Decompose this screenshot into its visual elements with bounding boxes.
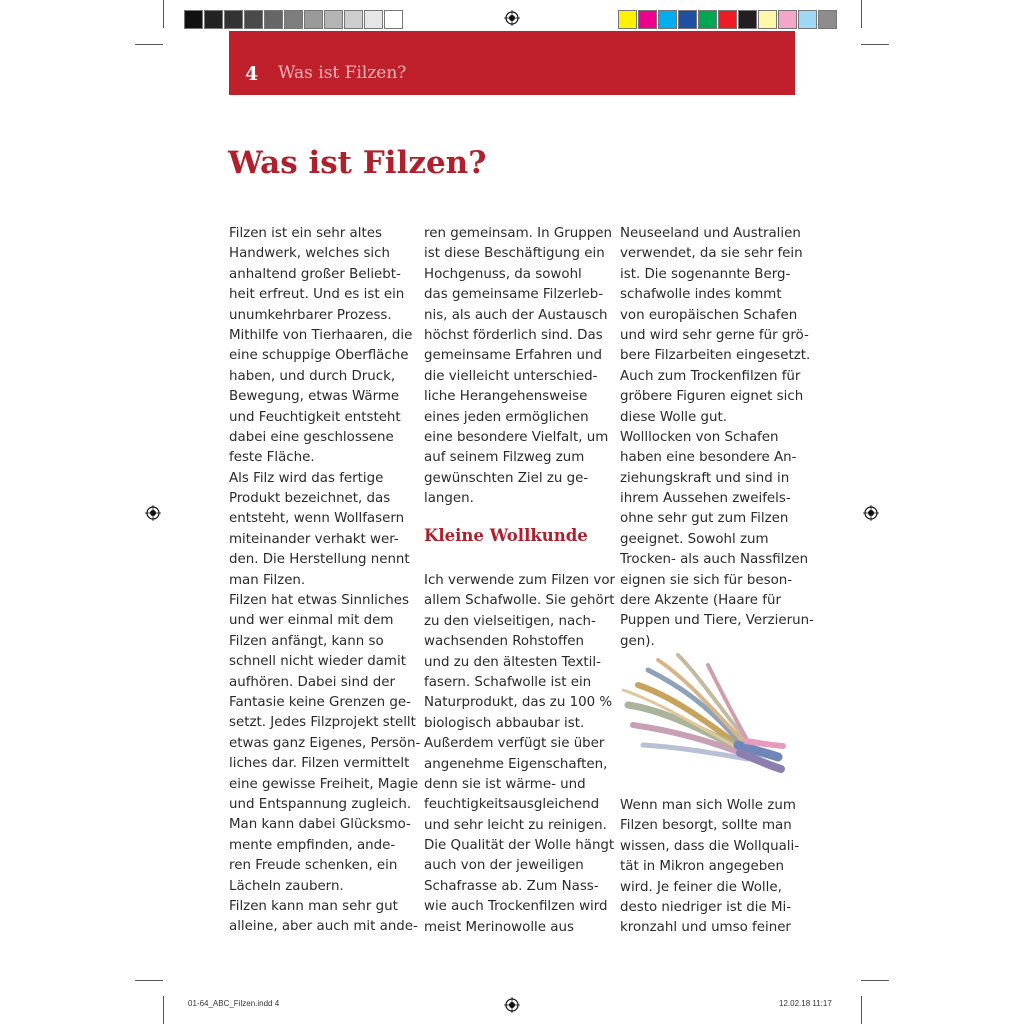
color-swatch <box>638 10 657 29</box>
text-line: und Feuchtigkeit entsteht <box>229 409 401 425</box>
text-line: Fantasie keine Grenzen ge- <box>229 694 411 710</box>
text-line: anhaltend großer Beliebt- <box>229 266 401 282</box>
color-swatch <box>698 10 717 29</box>
color-swatch <box>718 10 737 29</box>
color-swatch <box>618 10 637 29</box>
text-line: gen). <box>620 633 655 649</box>
text-line: ziehungskraft und sind in <box>620 470 790 486</box>
crop-mark <box>861 980 889 981</box>
text-line: Als Filz wird das fertige <box>229 470 384 486</box>
color-swatch <box>244 10 263 29</box>
text-line: gemeinsame Erfahren und <box>424 348 602 364</box>
text-line: aufhören. Dabei sind der <box>229 674 395 690</box>
text-line: biologisch abbaubar ist. <box>424 715 585 731</box>
text-line: wachsenden Rohstoffen <box>424 634 584 650</box>
text-line: und zu den ältesten Textil- <box>424 654 601 670</box>
text-line: Hochgenuss, da sowohl <box>424 266 582 282</box>
text-line: und wer einmal mit dem <box>229 613 394 629</box>
slug-date-info: 12.02.18 11:17 <box>779 999 832 1008</box>
text-line: Schafrasse ab. Zum Nass- <box>424 878 599 894</box>
registration-mark-icon <box>504 997 520 1013</box>
section-heading: Kleine Wollkunde <box>424 526 588 545</box>
text-line: gewünschten Ziel zu ge- <box>424 470 589 486</box>
text-line: geeignet. Sowohl zum <box>620 531 769 547</box>
text-line: Filzen anfängt, kann so <box>229 633 384 649</box>
text-line: Ich verwende zum Filzen vor <box>424 573 616 588</box>
page-title: Was ist Filzen? <box>228 145 487 181</box>
process-color-bar <box>618 10 838 29</box>
text-line: den. Die Herstellung nennt <box>229 552 410 568</box>
text-line: Auch zum Trockenfilzen für <box>620 368 801 384</box>
text-line: Die Qualität der Wolle hängt <box>424 838 615 854</box>
text-line: langen. <box>424 491 474 507</box>
registration-mark-icon <box>145 505 161 521</box>
color-swatch <box>204 10 223 29</box>
text-line: eignen sie sich für beson- <box>620 572 793 588</box>
color-swatch <box>738 10 757 29</box>
color-swatch <box>264 10 283 29</box>
text-line: und Entspannung zugleich. <box>229 796 412 812</box>
text-column-2-top <box>424 224 612 509</box>
gray-color-bar <box>184 10 404 29</box>
text-line: wie auch Trockenfilzen wird <box>424 899 608 915</box>
text-line: denn sie ist wärme- und <box>424 776 586 792</box>
text-line: schafwolle indes kommt <box>620 287 782 303</box>
text-line: nis, als auch der Austausch <box>424 307 608 323</box>
color-swatch <box>344 10 363 29</box>
text-line: auch von der jeweiligen <box>424 858 584 874</box>
text-line: Handwerk, welches sich <box>229 246 391 262</box>
text-line: Bewegung, etwas Wärme <box>229 389 400 405</box>
text-line: man Filzen. <box>229 572 306 588</box>
color-swatch <box>798 10 817 29</box>
text-line: Filzen besorgt, sollte man <box>620 818 792 834</box>
color-swatch <box>384 10 403 29</box>
crop-mark <box>135 44 163 45</box>
registration-mark-icon <box>863 505 879 521</box>
color-swatch <box>224 10 243 29</box>
running-head: Was ist Filzen? <box>278 63 407 83</box>
text-line: eine gewisse Freiheit, Magie <box>229 776 419 792</box>
color-swatch <box>284 10 303 29</box>
text-line: ist. Die sogenannte Berg- <box>620 266 791 282</box>
text-line: von europäischen Schafen <box>620 307 798 323</box>
text-line: setzt. Jedes Filzprojekt stellt <box>229 715 416 731</box>
text-line: dere Akzente (Haare für <box>620 593 781 609</box>
text-line: verwendet, da sie sehr fein <box>620 246 803 262</box>
color-swatch <box>778 10 797 29</box>
crop-mark <box>163 996 164 1024</box>
text-line: Außerdem verfügt sie über <box>424 736 605 752</box>
text-line: desto niedriger ist die Mi- <box>620 899 792 915</box>
crop-mark <box>861 44 889 45</box>
registration-mark-icon <box>504 10 520 26</box>
text-line: Neuseeland und Australien <box>620 226 801 241</box>
color-swatch <box>184 10 203 29</box>
text-line: Trocken- als auch Nassfilzen <box>620 552 809 568</box>
text-line: Lächeln zaubern. <box>229 878 344 894</box>
text-line: haben, und durch Druck, <box>229 368 396 384</box>
text-line: entsteht, wenn Wollfasern <box>229 511 405 527</box>
text-column-1 <box>229 224 420 938</box>
crop-mark <box>163 0 164 28</box>
text-line: miteinander verhakt wer- <box>229 531 399 547</box>
text-column-2-bottom <box>424 571 615 938</box>
text-line: Mithilfe von Tierhaaren, die <box>229 327 413 343</box>
text-line: heit erfreut. Und es ist ein <box>229 287 405 303</box>
text-line: wird. Je feiner die Wolle, <box>620 879 782 895</box>
crop-mark <box>135 980 163 981</box>
text-line: liches dar. Filzen vermittelt <box>229 756 410 772</box>
text-line: wissen, dass die Wollquali- <box>620 838 800 854</box>
text-line: gröbere Figuren eignet sich <box>620 389 804 405</box>
crop-mark <box>861 0 862 28</box>
text-line: kronzahl und umso feiner <box>620 920 791 936</box>
text-line: Puppen und Tiere, Verzierun- <box>620 613 814 629</box>
text-line: höchst förderlich sind. Das <box>424 327 603 343</box>
text-line: etwas ganz Eigenes, Persön- <box>229 735 421 751</box>
text-line: feuchtigkeitsausgleichend <box>424 797 600 813</box>
color-swatch <box>678 10 697 29</box>
text-column-3-top <box>620 224 814 652</box>
header-band <box>229 31 795 95</box>
text-line: Wenn man sich Wolle zum <box>620 798 796 813</box>
text-line: mente empfinden, ande- <box>229 837 396 853</box>
color-swatch <box>324 10 343 29</box>
text-line: ihrem Aussehen zweifels- <box>620 491 791 507</box>
color-swatch <box>758 10 777 29</box>
text-line: Naturprodukt, das zu 100 % <box>424 695 613 711</box>
text-line: die vielleicht unterschied- <box>424 368 598 384</box>
text-line: auf seinem Filzweg zum <box>424 450 585 466</box>
text-line: allem Schafwolle. Sie gehört <box>424 593 615 609</box>
color-swatch <box>818 10 837 29</box>
text-line: und wird sehr gerne für grö- <box>620 327 809 343</box>
text-line: zu den vielseitigen, nach- <box>424 613 596 629</box>
text-line: dabei eine geschlossene <box>229 429 394 445</box>
text-line: eines jeden ermöglichen <box>424 409 589 425</box>
crop-mark <box>861 996 862 1024</box>
text-line: schnell nicht wieder damit <box>229 654 406 670</box>
text-line: und sehr leicht zu reinigen. <box>424 817 607 833</box>
text-line: eine schuppige Oberfläche <box>229 348 409 364</box>
text-line: bere Filzarbeiten eingesetzt. <box>620 348 811 364</box>
text-line: Filzen ist ein sehr altes <box>229 226 382 241</box>
color-swatch <box>658 10 677 29</box>
text-line: ren gemeinsam. In Gruppen <box>424 226 612 241</box>
color-swatch <box>304 10 323 29</box>
text-column-3-bottom <box>620 796 799 939</box>
text-line: ist diese Beschäftigung ein <box>424 246 605 262</box>
text-line: Filzen hat etwas Sinnliches <box>229 593 409 609</box>
text-line: ohne sehr gut zum Filzen <box>620 511 789 527</box>
wool-locks-image <box>618 645 788 780</box>
text-line: Man kann dabei Glücksmo- <box>229 817 411 833</box>
text-line: fasern. Schafwolle ist ein <box>424 674 592 690</box>
text-line: unumkehrbarer Prozess. <box>229 307 392 323</box>
text-line: diese Wolle gut. <box>620 409 728 425</box>
text-line: Produkt bezeichnet, das <box>229 491 391 507</box>
text-line: eine besondere Vielfalt, um <box>424 429 609 445</box>
text-line: ren Freude schenken, ein <box>229 858 398 874</box>
text-line: Wolllocken von Schafen <box>620 429 779 445</box>
text-line: liche Herangehensweise <box>424 389 588 405</box>
text-line: meist Merinowolle aus <box>424 919 574 935</box>
text-line: haben eine besondere An- <box>620 450 797 466</box>
text-line: alleine, aber auch mit ande- <box>229 919 418 935</box>
text-line: Filzen kann man sehr gut <box>229 898 398 914</box>
text-line: tät in Mikron angegeben <box>620 859 784 875</box>
text-line: das gemeinsame Filzerleb- <box>424 287 604 303</box>
text-line: angenehme Eigenschaften, <box>424 756 608 772</box>
page-number: 4 <box>245 63 259 85</box>
slug-file-info: 01-64_ABC_Filzen.indd 4 <box>188 999 280 1008</box>
text-line: feste Fläche. <box>229 450 315 466</box>
color-swatch <box>364 10 383 29</box>
